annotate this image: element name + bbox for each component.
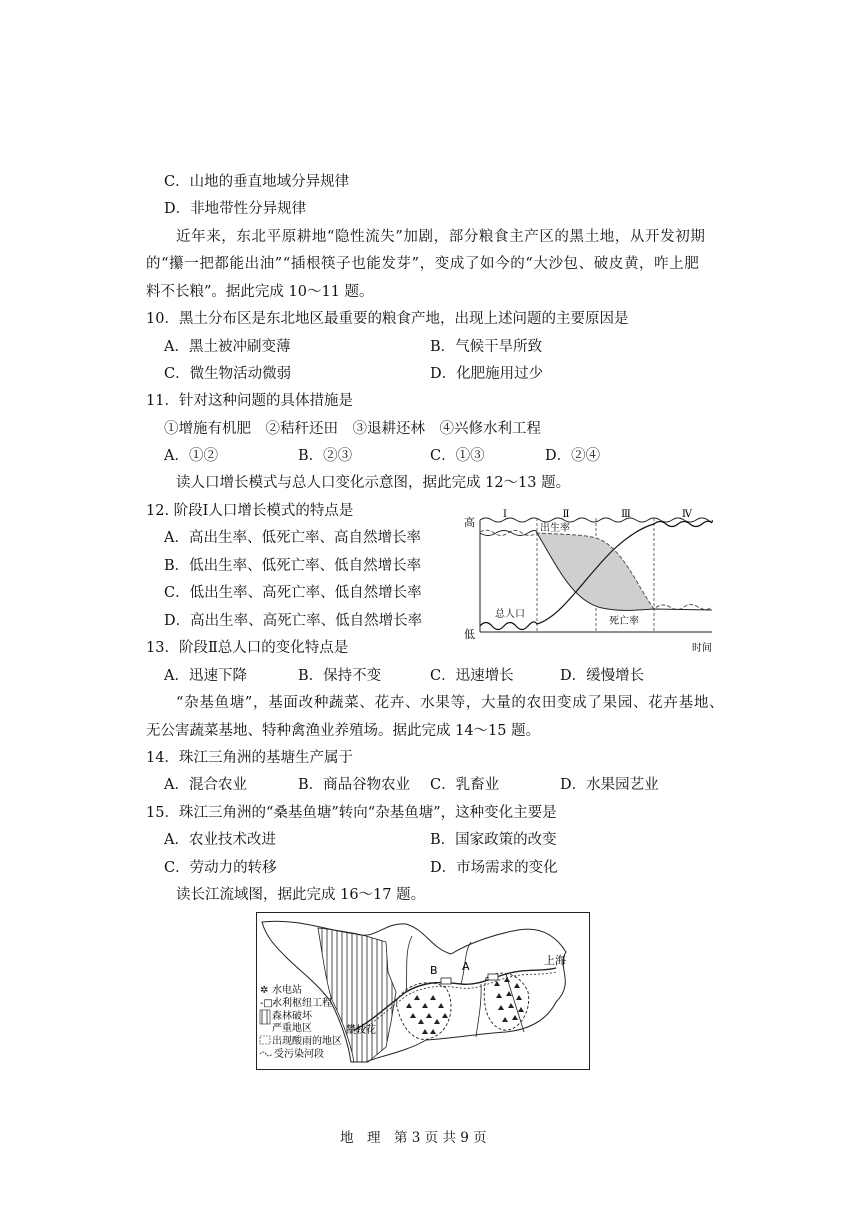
q13-option-b: B．保持不变 <box>298 668 382 684</box>
q13-option-a: A．迅速下降 <box>164 668 247 684</box>
q10-option-a: A．黑土被冲刷变薄 <box>164 339 291 355</box>
q10-option-b: B．气候干旱所致 <box>430 339 543 355</box>
q9-option-c: C．山地的垂直地域分异规律 <box>164 174 350 190</box>
label-panzhihua: 攀枝花 <box>346 1025 376 1036</box>
legend-acid-rain: 出现酸雨的地区 <box>272 1036 342 1047</box>
legend-water-project: 水利枢纽工程 <box>272 998 332 1009</box>
q15-option-c: C．劳动力的转移 <box>164 860 277 876</box>
passage-1-line-3: 料不长粮”。据此完成 10～11 题。 <box>146 284 374 300</box>
q10-option-d: D．化肥施用过少 <box>430 366 544 382</box>
stage-4-label: Ⅳ <box>682 509 692 520</box>
q14-option-c: C．乳畜业 <box>430 777 500 793</box>
q13-option-d: D．缓慢增长 <box>560 668 645 684</box>
q11-option-d: D．②④ <box>545 448 601 464</box>
passage-3-line-2: 无公害蔬菜基地、特种禽渔业养殖场。据此完成 14～15 题。 <box>146 723 541 739</box>
q9-option-d: D．非地带性分异规律 <box>164 201 307 217</box>
dam-marker-a <box>488 974 498 980</box>
q15-stem: 15．珠江三角洲的“桑基鱼塘”转向“杂基鱼塘”，这种变化主要是 <box>146 805 557 821</box>
q12-option-d: D．高出生率、高死亡率、低自然增长率 <box>164 613 423 629</box>
y-low-label: 低 <box>464 628 475 641</box>
q14-option-b: B．商品谷物农业 <box>298 777 411 793</box>
dam-marker-b <box>441 978 451 984</box>
stage-1-label: Ⅰ <box>503 509 507 520</box>
label-a: A <box>462 960 470 973</box>
q15-option-a: A．农业技术改进 <box>164 832 276 848</box>
legend-polluted-river: 受污染河段 <box>274 1049 324 1060</box>
q10-option-c: C．微生物活动微弱 <box>164 366 292 382</box>
natural-growth-area <box>537 533 654 610</box>
legend-serious-area: 严重地区 <box>272 1023 312 1034</box>
x-axis-label: 时间 <box>692 643 712 654</box>
q13-stem: 13．阶段Ⅱ总人口的变化特点是 <box>146 640 349 656</box>
label-shanghai: 上海 <box>544 954 566 967</box>
passage-3-line-1: “杂基鱼塘”，基面改种蔬菜、花卉、水果等，大量的农田变成了果园、花卉基地、 <box>176 695 725 711</box>
passage-1-line-1: 近年来，东北平原耕地“隐性流失”加剧，部分粮食主产区的黑土地，从开发初期 <box>176 229 706 245</box>
water-project-icon: -□- <box>260 998 277 1009</box>
passage-4: 读长江流域图，据此完成 16～17 题。 <box>176 887 426 903</box>
death-rate-label: 死亡率 <box>609 616 639 627</box>
stage-2-label: Ⅱ <box>562 509 570 520</box>
q12-option-a: A．高出生率、低死亡率、高自然增长率 <box>164 530 421 546</box>
label-b: B <box>430 964 438 977</box>
population-growth-diagram <box>462 506 724 656</box>
q11-option-b: B．②③ <box>298 448 353 464</box>
y-high-label: 高 <box>464 516 475 529</box>
q12-option-b: B．低出生率、低死亡率、低自然增长率 <box>164 558 422 574</box>
legend-forest-destruction: 森林破坏 <box>272 1011 312 1022</box>
q14-stem: 14．珠江三角洲的基塘生产属于 <box>146 750 353 766</box>
birth-rate-label: 出生率 <box>540 523 570 534</box>
hydropower-station-icon: ✲ <box>260 985 269 996</box>
passage-2: 读人口增长模式与总人口变化示意图，据此完成 12～13 题。 <box>176 475 571 491</box>
q15-option-b: B．国家政策的改变 <box>430 832 557 848</box>
q14-option-d: D．水果园艺业 <box>560 777 659 793</box>
q12-stem: 12. 阶段Ⅰ人口增长模式的特点是 <box>146 503 354 519</box>
q10-stem: 10．黑土分布区是东北地区最重要的粮食产地，出现上述问题的主要原因是 <box>146 311 629 327</box>
forest-destruction-icon <box>260 1010 270 1024</box>
yangtze-basin-map <box>256 912 590 1070</box>
total-population-label: 总人口 <box>495 609 525 620</box>
stage-3-label: Ⅲ <box>621 509 631 520</box>
q14-option-a: A．混合农业 <box>164 777 247 793</box>
passage-1-line-2: 的“攥一把都能出油”“插根筷子也能发芽”，变成了如今的“大沙包、破皮黄，咋上肥 <box>146 256 700 272</box>
q11-option-a: A．①② <box>164 448 218 464</box>
q11-stem: 11．针对这种问题的具体措施是 <box>146 393 353 409</box>
q13-option-c: C．迅速增长 <box>430 668 514 684</box>
legend-hydropower: 水电站 <box>272 985 302 996</box>
q12-option-c: C．低出生率、高死亡率、低自然增长率 <box>164 585 422 601</box>
page-footer: 地 理 第 3 页 共 9 页 <box>340 1130 487 1146</box>
q11-option-c: C．①③ <box>430 448 485 464</box>
q15-option-d: D．市场需求的变化 <box>430 860 558 876</box>
q11-items: ①增施有机肥 ②秸秆还田 ③退耕还林 ④兴修水利工程 <box>164 421 541 437</box>
acid-rain-icon <box>260 1036 270 1044</box>
